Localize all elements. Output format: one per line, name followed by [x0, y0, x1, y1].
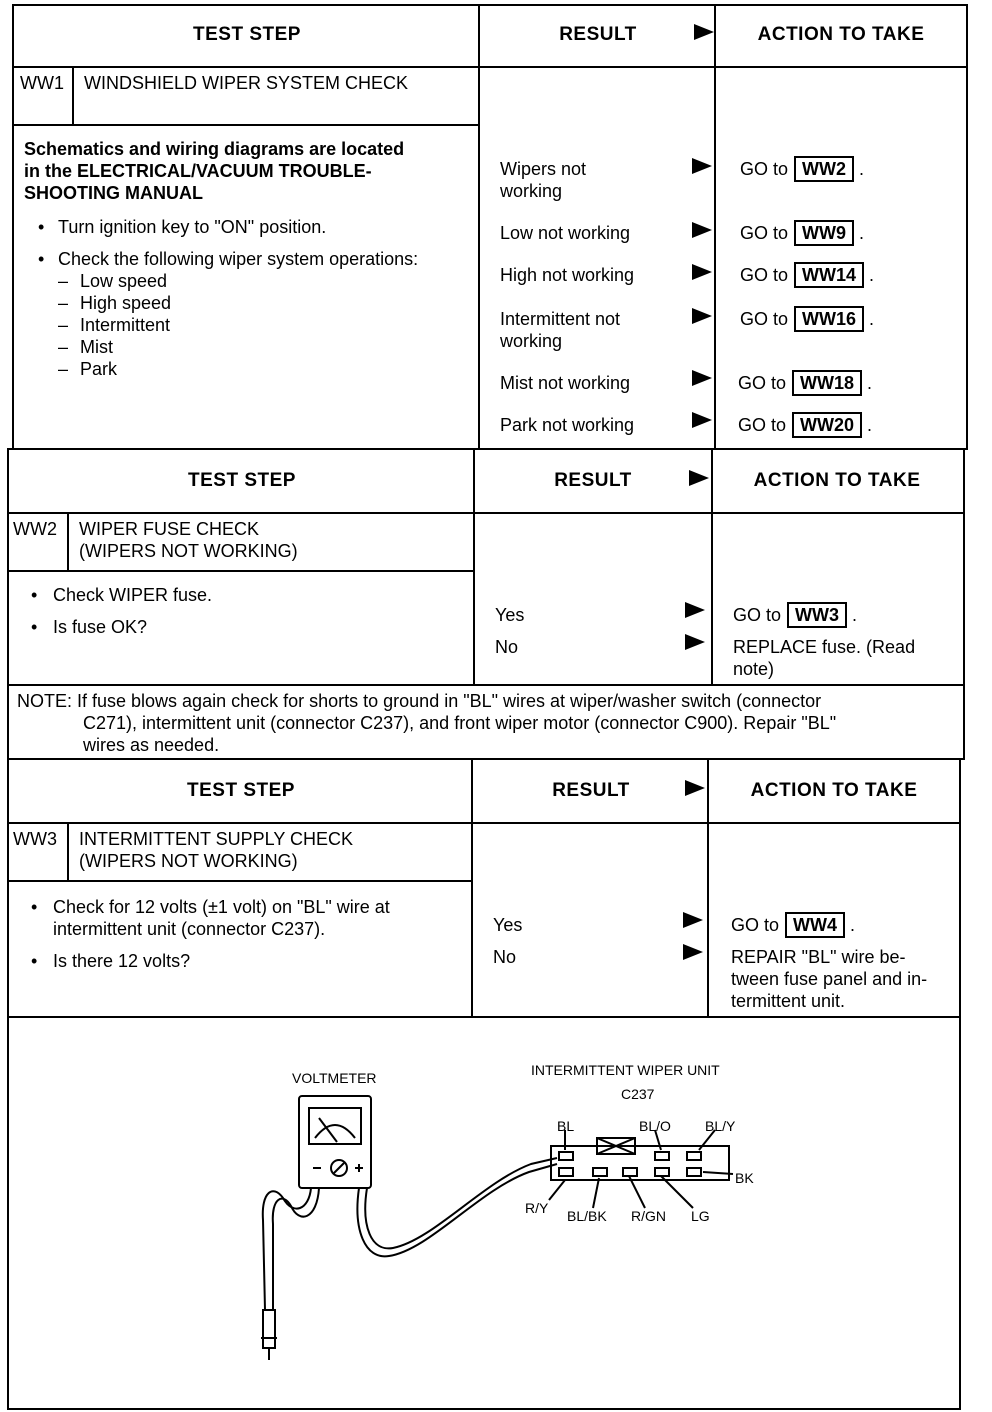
result-no: No [493, 947, 517, 967]
result-yes: Yes [495, 605, 525, 625]
result-arrow [692, 412, 712, 428]
action-header: ACTION TO TAKE [750, 780, 918, 801]
test-step-header: TEST STEP [188, 470, 296, 491]
result-text: Intermittent not [500, 309, 621, 329]
result-header: RESULT [554, 470, 632, 491]
action-text: REPLACE fuse. (Read [733, 637, 916, 657]
goto-box: WW3 [787, 602, 847, 628]
op-item: Intermittent [80, 315, 171, 335]
action-text: termittent unit. [731, 991, 846, 1011]
goto-box: WW16 [794, 306, 864, 332]
result-yes: Yes [493, 915, 523, 935]
result-text: Wipers not [500, 159, 587, 179]
pin-label-blbk: BL/BK [567, 1208, 607, 1224]
op-item: Park [80, 359, 118, 379]
goto-box: WW20 [792, 412, 862, 438]
result-text: High not working [500, 265, 635, 285]
note-line: wires as needed. [83, 735, 220, 755]
connector-c237 [549, 1130, 733, 1208]
ww1-section: TEST STEP RESULT ACTION TO TAKE WW1 WINDSHIELD WIPER SYSTEM CHECK Schematics and wiring diagrams are located in the ELECTRICAL/VACUUM TROUBLE- SHOOTING MANUAL • Turn ignition key to "ON" position. • Check the following wiper system operations: – Low speed – High speed – Intermittent – Mist – Park Wipers not working GO to WW2 . Low not working GO to WW9 . High not working GO to WW14 . Intermittent not working GO to WW16 . Mist not working GO to WW18 . Park not working GO to WW20 . [12, 4, 968, 450]
connector-label: C237 [621, 1086, 655, 1102]
goto-box: WW4 [785, 912, 845, 938]
result-arrow [692, 158, 712, 174]
intro-line: SHOOTING MANUAL [24, 183, 203, 203]
result-arrow [683, 944, 703, 960]
bullet-text: Is there 12 volts? [53, 951, 191, 971]
op-item: High speed [80, 293, 172, 313]
pin-label-lg: LG [691, 1208, 710, 1224]
pin-label-ry: R/Y [525, 1200, 549, 1216]
pin-label-bly: BL/Y [705, 1118, 736, 1134]
goto-box: WW18 [792, 370, 862, 396]
step-title: (WIPERS NOT WORKING) [79, 851, 298, 871]
action-text: tween fuse panel and in- [731, 969, 928, 989]
action-go: GO to WW20 . [738, 412, 872, 438]
header-arrow [694, 24, 714, 40]
result-arrow [685, 634, 705, 650]
bullet-text: Check for 12 volts (±1 volt) on "BL" wire at [53, 897, 390, 917]
result-no: No [495, 637, 519, 657]
action-go: GO to WW2 . [740, 156, 864, 182]
intro-line: Schematics and wiring diagrams are located [24, 139, 405, 159]
pin-label-blo: BL/O [639, 1118, 671, 1134]
header-arrow [685, 780, 705, 796]
op-item: Low speed [80, 271, 168, 291]
action-text: note) [733, 659, 775, 679]
result-arrow [692, 370, 712, 386]
bullet-text: Turn ignition key to "ON" position. [58, 217, 327, 237]
goto-box: WW9 [794, 220, 854, 246]
goto-box: WW2 [794, 156, 854, 182]
voltmeter [299, 1096, 371, 1188]
result-arrow [692, 308, 712, 324]
bullet-text: Check WIPER fuse. [53, 585, 213, 605]
test-step-header: TEST STEP [193, 24, 301, 45]
op-item: Mist [80, 337, 113, 357]
result-text: Park not working [500, 415, 635, 435]
ww3-section: TEST STEP RESULT ACTION TO TAKE WW3 INTERMITTENT SUPPLY CHECK (WIPERS NOT WORKING) • Check for 12 volts (±1 volt) on "BL" wire at intermittent unit (connector C237). • Is there 12 volts? Yes GO to WW4 . No REPAIR "BL" wire be- tween fuse panel and in- termittent unit. VOLTMETER INTERMITTENT WIPER UNIT C237 BL BL/O BL/Y BK R/Y BL/BK R/GN LG [7, 758, 961, 1410]
intro-line: in the ELECTRICAL/VACUUM TROUBLE- [24, 161, 372, 181]
action-go: GO to WW4 . [731, 912, 855, 938]
step-title: INTERMITTENT SUPPLY CHECK [79, 829, 354, 849]
ww2-section: TEST STEP RESULT ACTION TO TAKE WW2 WIPER FUSE CHECK (WIPERS NOT WORKING) • Check WIPER fuse. • Is fuse OK? Yes GO to WW3 . No REPLACE fuse. (Read note) NOTE: If fuse blows again check for shorts to ground in "BL" wires at wiper/washer switch (connector C271), intermittent unit (connector C237), and front wiper motor (connector C900). Repair "BL" wires as needed. [7, 448, 965, 760]
action-go: GO to WW9 . [740, 220, 864, 246]
result-text: working [500, 331, 563, 351]
result-text: Low not working [500, 223, 631, 243]
note-line: C271), intermittent unit (connector C237), and front wiper motor (connector C900). Repair "BL" [83, 713, 837, 733]
action-go: GO to WW18 . [738, 370, 872, 396]
action-text: REPAIR "BL" wire be- [731, 947, 906, 967]
step-id: WW2 [13, 519, 57, 539]
pin-label-bk: BK [735, 1170, 754, 1186]
action-go: GO to WW16 . [740, 306, 874, 332]
result-header: RESULT [559, 24, 637, 45]
unit-title: INTERMITTENT WIPER UNIT [531, 1062, 720, 1078]
action-header: ACTION TO TAKE [757, 24, 925, 45]
step-title: WIPER FUSE CHECK [79, 519, 260, 539]
voltmeter-diagram [9, 1020, 959, 1360]
pin-label-bl: BL [557, 1118, 575, 1134]
result-text: working [500, 181, 563, 201]
bullet-text: Check the following wiper system operations: [58, 249, 419, 269]
step-id: WW3 [13, 829, 57, 849]
result-header: RESULT [552, 780, 630, 801]
bullet-text: Is fuse OK? [53, 617, 148, 637]
goto-box: WW14 [794, 262, 864, 288]
voltmeter-label: VOLTMETER [292, 1070, 377, 1086]
header-arrow [689, 470, 709, 486]
action-go: GO to WW3 . [733, 602, 857, 628]
result-arrow [685, 602, 705, 618]
result-arrow [692, 222, 712, 238]
note-line: NOTE: If fuse blows again check for shorts to ground in "BL" wires at wiper/washer switch (connector [17, 691, 822, 711]
step-id: WW1 [20, 73, 64, 93]
pin-label-rgn: R/GN [631, 1208, 666, 1224]
action-header: ACTION TO TAKE [753, 470, 921, 491]
result-text: Mist not working [500, 373, 631, 393]
result-arrow [683, 912, 703, 928]
bullet-text: intermittent unit (connector C237). [53, 919, 326, 939]
result-arrow [692, 264, 712, 280]
step-title: (WIPERS NOT WORKING) [79, 541, 298, 561]
step-title: WINDSHIELD WIPER SYSTEM CHECK [84, 73, 409, 93]
action-go: GO to WW14 . [740, 262, 874, 288]
test-step-header: TEST STEP [187, 780, 295, 801]
